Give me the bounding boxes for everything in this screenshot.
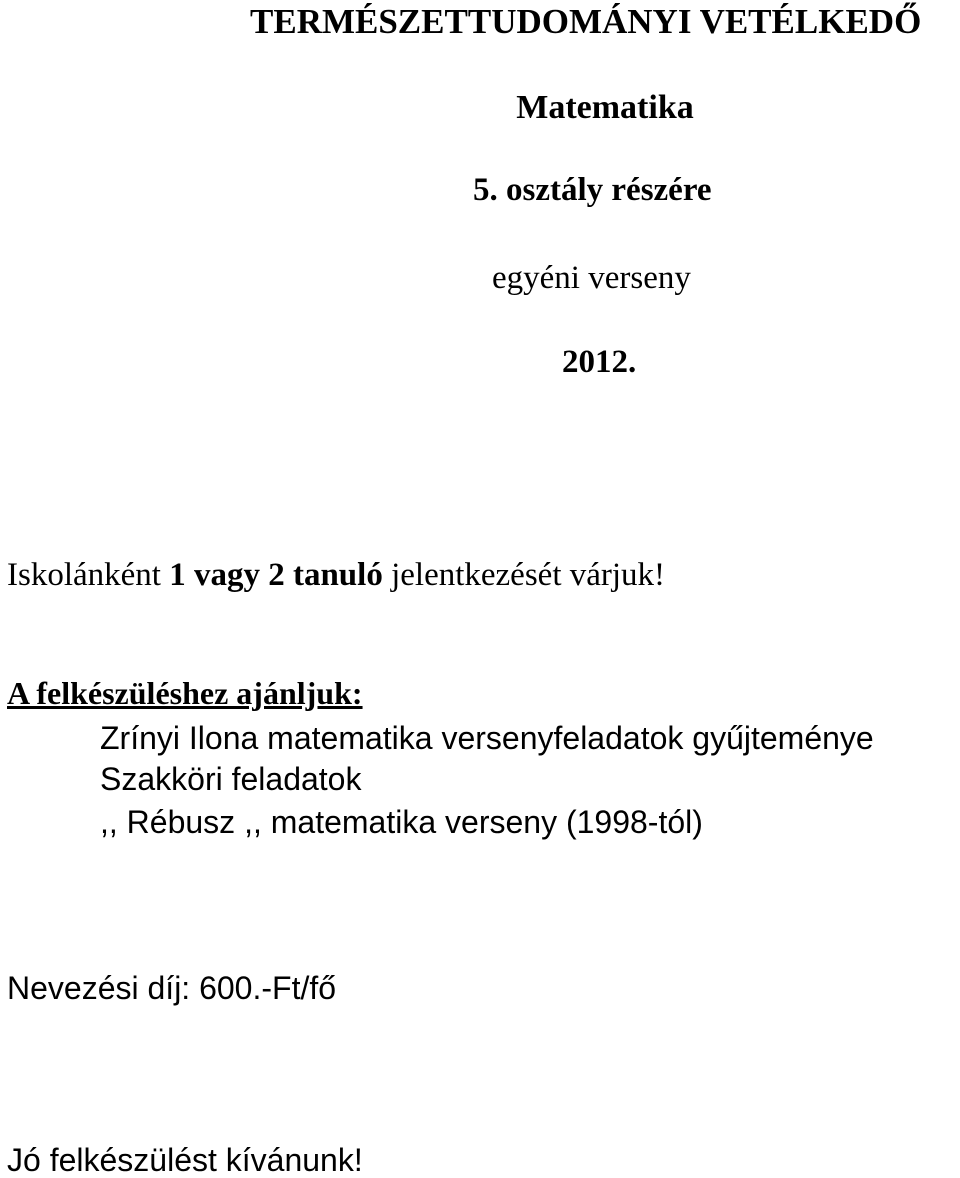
registration-suffix: jelentkezését várjuk!	[382, 557, 666, 593]
registration-note	[7, 559, 665, 592]
preparation-item: ,, Rébusz ,, matematika verseny (1998-tól)	[100, 804, 703, 840]
preparation-item: Szakköri feladatok	[100, 761, 362, 797]
page-title: TERMÉSZETTUDOMÁNYI VETÉLKEDŐ	[250, 2, 922, 41]
registration-emphasis: 1 vagy 2 tanuló	[169, 557, 383, 593]
registration-prefix: Iskolánként	[7, 557, 170, 593]
preparation-heading: A felkészüléshez ajánljuk:	[7, 675, 363, 711]
entry-fee: Nevezési díj: 600.-Ft/fő	[7, 970, 337, 1006]
competition-year: 2012.	[562, 344, 637, 380]
competition-type: egyéni verseny	[492, 260, 691, 296]
grade-heading: 5. osztály részére	[473, 172, 712, 208]
preparation-item: Zrínyi Ilona matematika versenyfeladatok gyűjteménye	[100, 720, 874, 756]
closing-wish: Jó felkészülést kívánunk!	[7, 1142, 363, 1178]
subject-heading: Matematika	[516, 89, 694, 126]
